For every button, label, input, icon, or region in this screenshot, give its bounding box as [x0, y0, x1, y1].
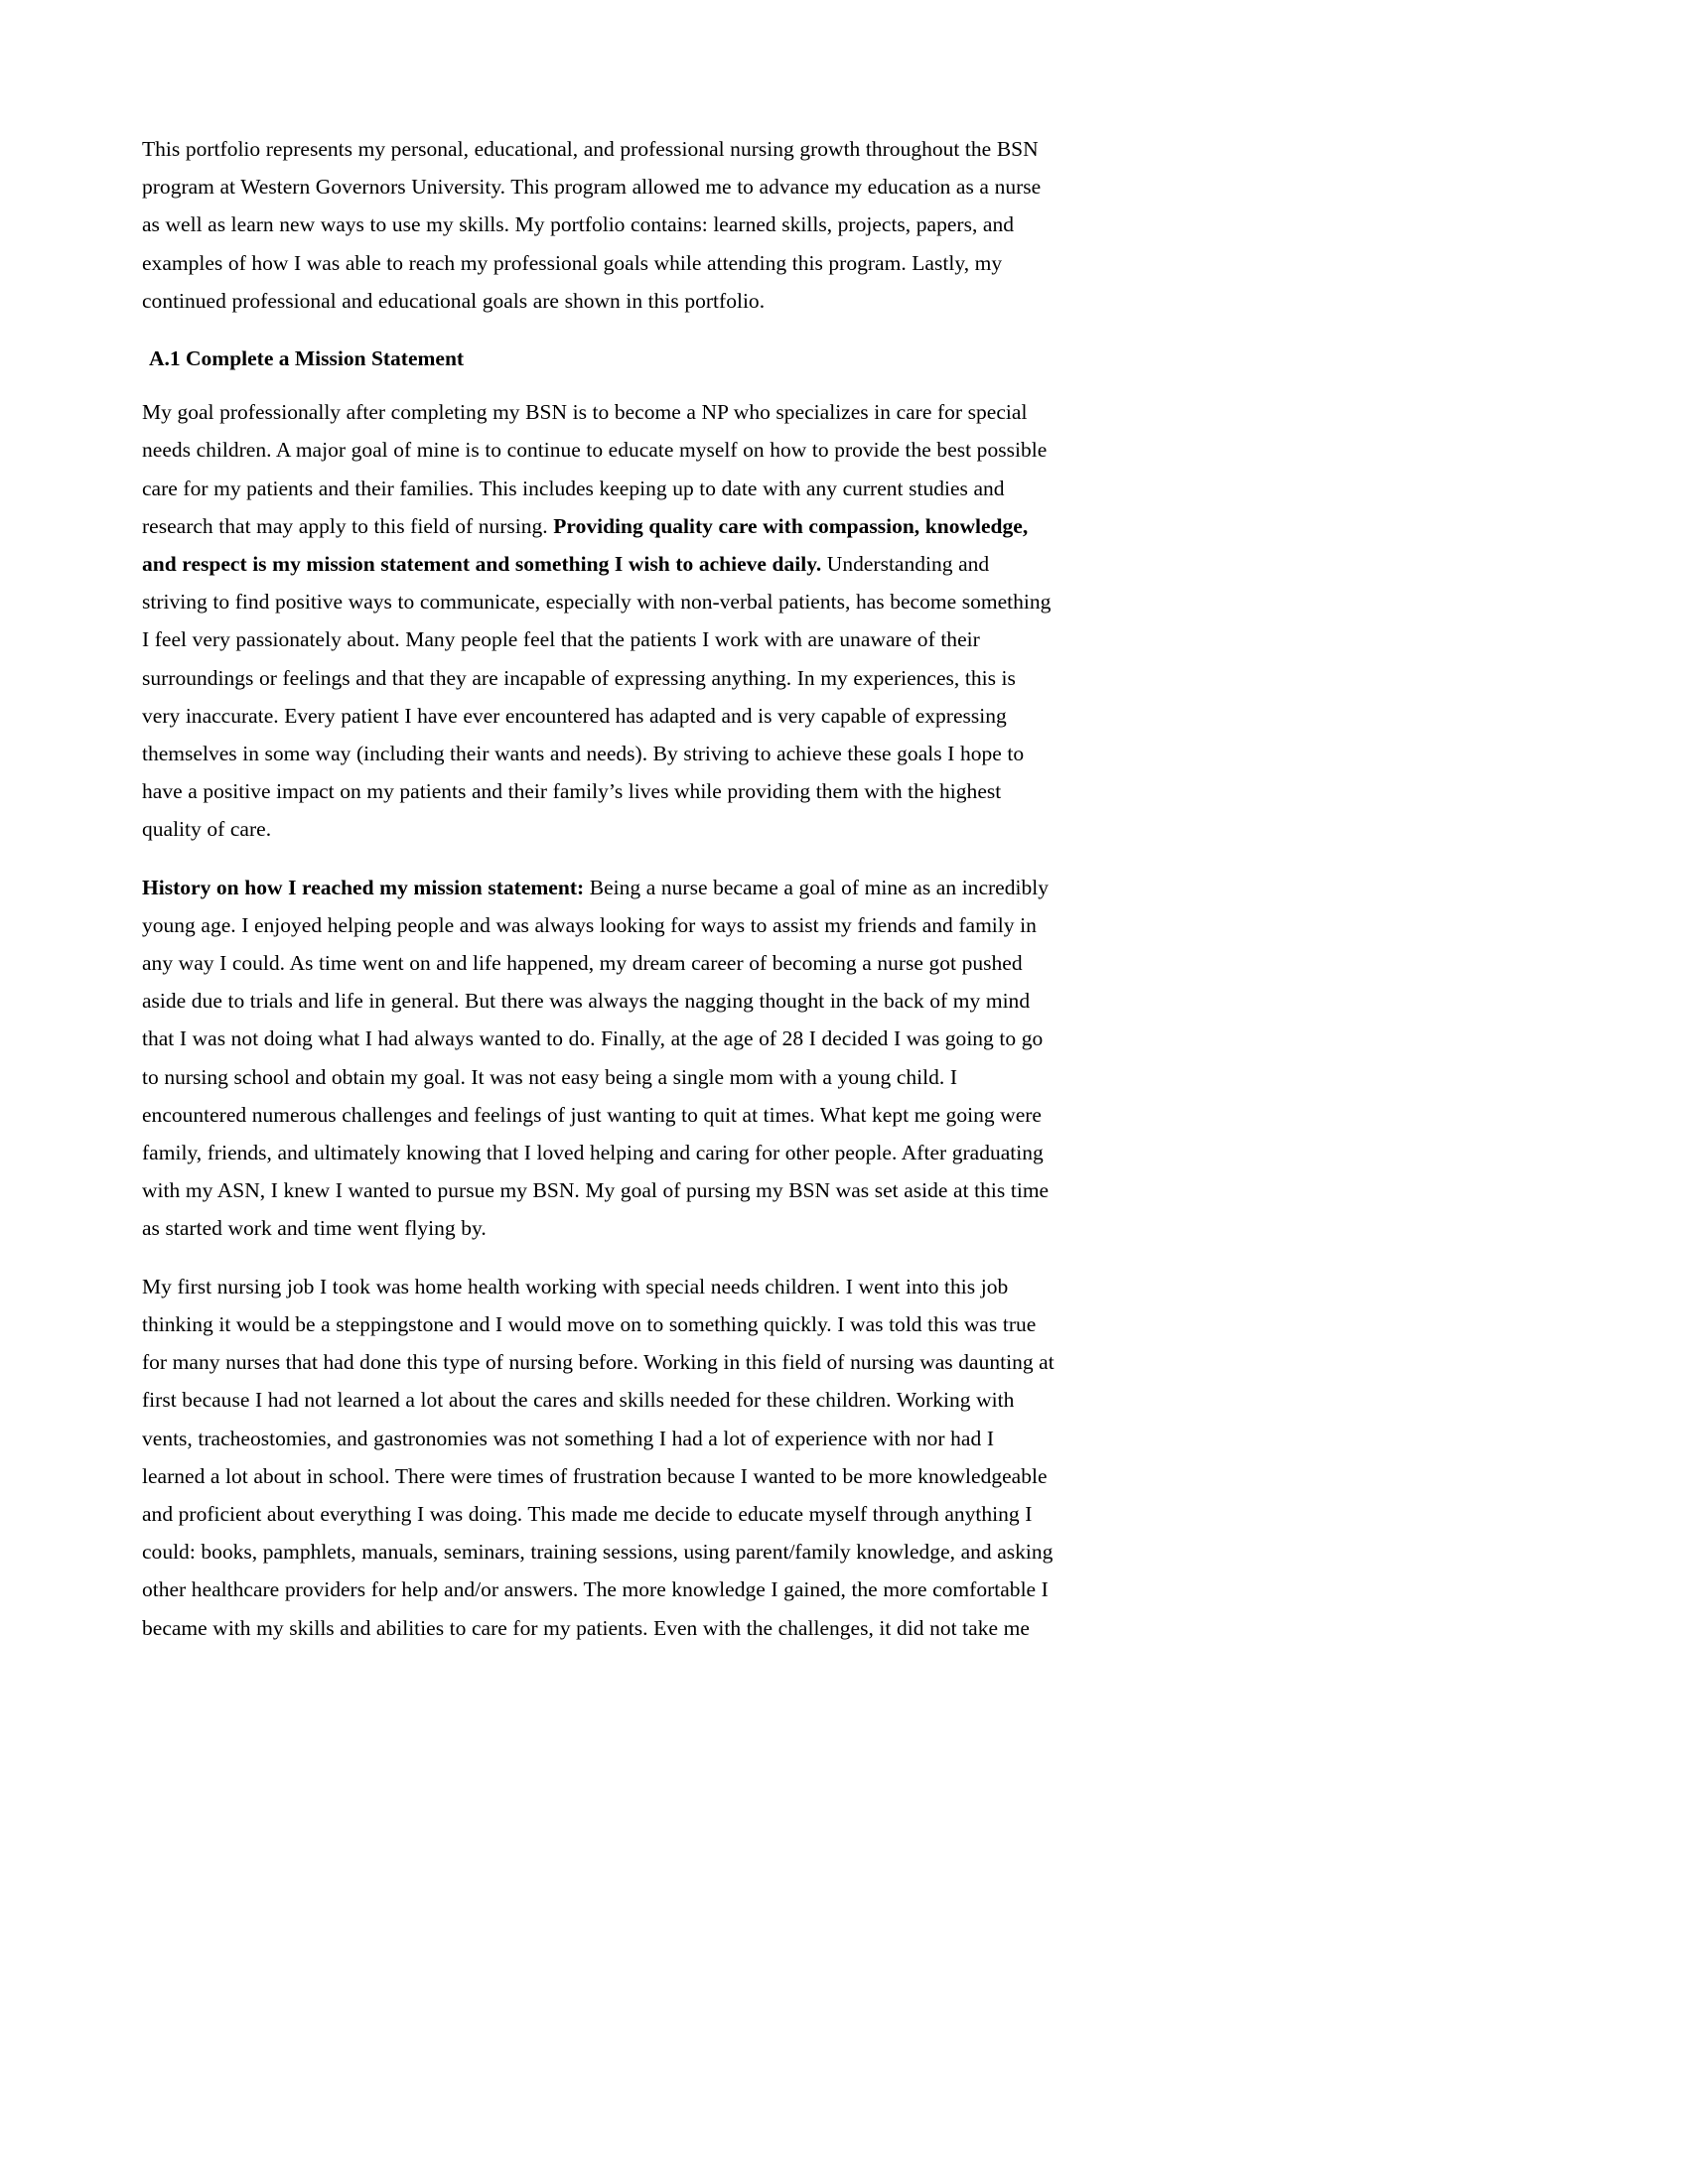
mission-statement-bold: Providing quality care with compassion, knowledge, and respect is my mission statement and something I wish to achieve daily.: [142, 513, 1029, 577]
intro-paragraph: This portfolio represents my personal, educational, and professional nursing growth throughout the BSN program at Western Governors University. This program allowed me to advance my education as a nurse as well as learn new ways to use my skills. My portfolio contains: learned skills, projects, papers, and examples of how I was able to reach my professional goals while attending this program. Lastly, my continued professional and educational goals are shown in this portfolio.: [142, 137, 1042, 313]
document-body: [142, 130, 1055, 1647]
history-bold-label: History on how I reached my mission statement:: [142, 875, 585, 899]
history-body-text: Being a nurse became a goal of mine as an incredibly young age. I enjoyed helping people and was always looking for ways to assist my friends and family in any way I could. As time went on and life happened, my dream career of becoming a nurse got pushed aside due to trials and life in general. But there was always the nagging thought in the back of my mind that I was not doing what I had always wanted to do. Finally, at the age of 28 I decided I was going to go to nursing school and obtain my goal. It was not easy being a single mom with a young child. I encountered numerous challenges and feelings of just wanting to quit at times. What kept me going were family, friends, and ultimately knowing that I loved helping and caring for other people. After graduating with my ASN, I knew I wanted to pursue my BSN. My goal of pursing my BSN was set aside at this time as started work and time went flying by.: [142, 875, 1050, 1241]
mission-lead-text: My goal professionally after completing my BSN is to become a NP who specializes in care for special needs children. A major goal of mine is to continue to educate myself on how to provide the best possible care for my patients and their families. This includes keeping up to date with any current studies and research that may apply to this field of nursing.: [142, 400, 1048, 538]
mission-trailing-text: Understanding and striving to find positive ways to communicate, especially with non-verbal patients, has become something I feel very passionately about. Many people feel that the patients I work with are unaware of their surroundings or feelings and that they are incapable of expressing anything. In my experiences, this is very inaccurate. Every patient I have ever encountered has adapted and is very capable of expressing themselves in some way (including their wants and needs). By striving to achieve these goals I hope to have a positive impact on my patients and their family’s lives while providing them with the highest quality of care.: [142, 552, 1052, 842]
mission-statement-paragraph: [142, 393, 1055, 848]
section-heading-a1: A.1 Complete a Mission Statement: [149, 346, 465, 371]
history-paragraph: [142, 869, 1055, 1248]
first-job-paragraph: My first nursing job I took was home health working with special needs children. I went into this job thinking it would be a steppingstone and I would move on to something quickly. I was told this was true for many nurses that had done this type of nursing before. Working in this field of nursing was daunting at first because I had not learned a lot about the cares and skills needed for these children. Working with vents, tracheostomies, and gastronomies was not something I had a lot of experience with nor had I learned a lot about in school. There were times of frustration because I wanted to be more knowledgeable and proficient about everything I was doing. This made me decide to educate myself through anything I could: books, pamphlets, manuals, seminars, training sessions, using parent/family knowledge, and asking other healthcare providers for help and/or answers. The more knowledge I gained, the more comfortable I became with my skills and abilities to care for my patients. Even with the challenges, it did not take me: [142, 1274, 1055, 1640]
